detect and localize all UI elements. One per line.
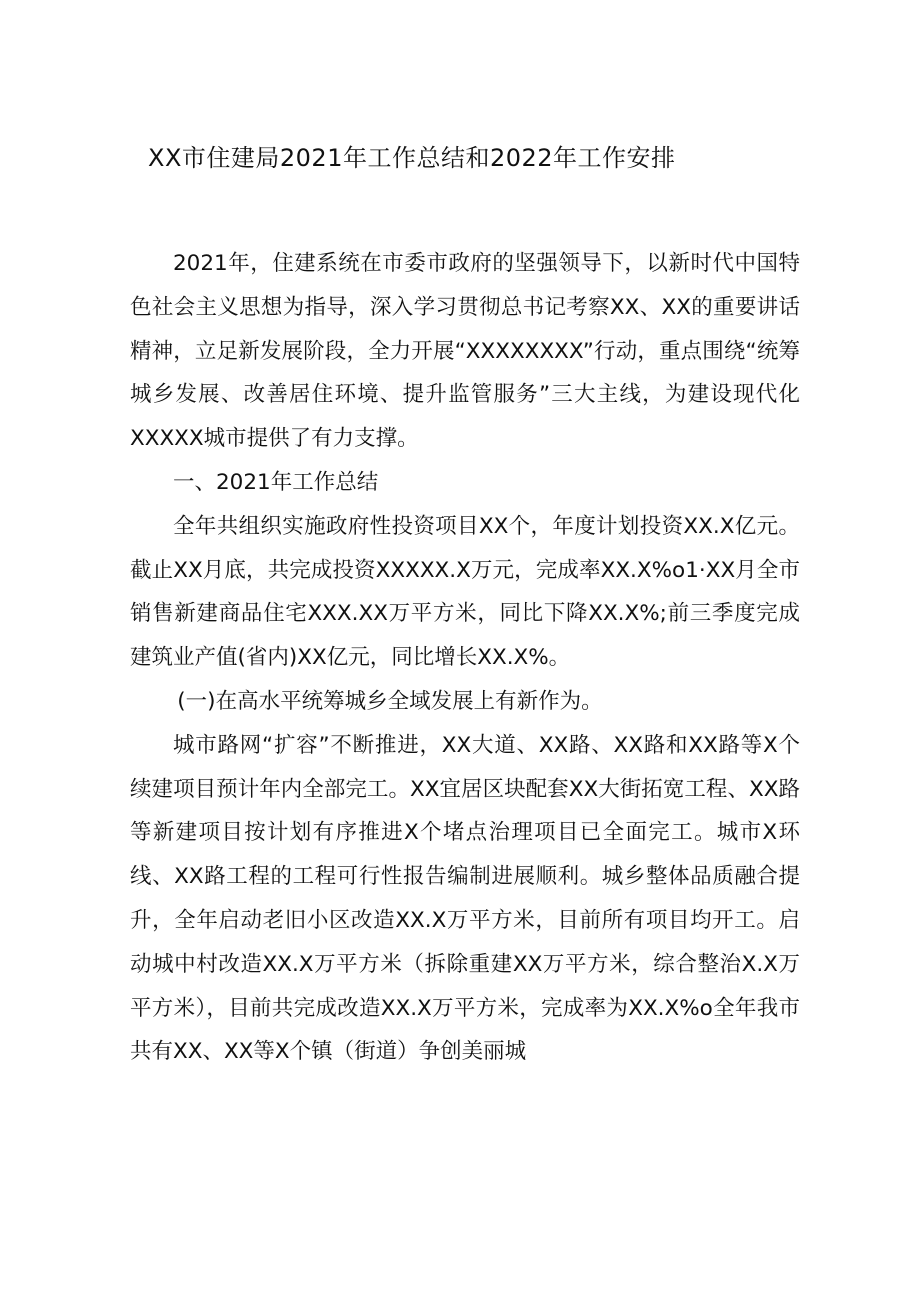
section-heading: 一、2021年工作总结 — [173, 469, 379, 495]
subsection-heading: (一)在高水平统筹城乡全域发展上有新作为。 — [177, 688, 603, 714]
document-body — [130, 242, 800, 1074]
document-title: XX市住建局2021年工作总结和2022年工作安排 — [148, 144, 676, 172]
intro-paragraph: 2021年，住建系统在市委市政府的坚强领导下，以新时代中国特色社会主义思想为指导，深入学习贯彻总书记考察XX、XX的重要讲话精神，立足新发展阶段，全力开展“XXXXXXXX”行动，重点围绕“统筹城乡发展、改善居住环境、提升监管服务”三大主线，为建设现代化XXXXX城市提供了有力支撑。 — [130, 251, 800, 452]
summary-paragraph: 全年共组织实施政府性投资项目XX个，年度计划投资XX.X亿元。截止XX月底，共完成投资XXXXX.X万元，完成率XX.X%o1·XX月全市销售新建商品住宅XXX.XX万平方米，同比下降XX.X%;前三季度完成建筑业产值(省内)XX亿元，同比增长XX.X%。 — [130, 513, 800, 671]
urban-rural-paragraph: 城市路网“扩容”不断推进，XX大道、XX路、XX路和XX路等X个续建项目预计年内全部完工。XX宜居区块配套XX大街拓宽工程、XX路等新建项目按计划有序推进X个堵点治理项目已全面完工。城市X环线、XX路工程的工程可行性报告编制进展顺利。城乡整体品质融合提升，全年启动老旧小区改造XX.X万平方米，目前所有项目均开工。启动城中村改造XX.X万平方米（拆除重建XX万平方米，综合整治X.X万平方米），目前共完成改造XX.X万平方米，完成率为XX.X%o全年我市共有XX、XX等X个镇（街道）争创美丽城 — [130, 732, 800, 1065]
